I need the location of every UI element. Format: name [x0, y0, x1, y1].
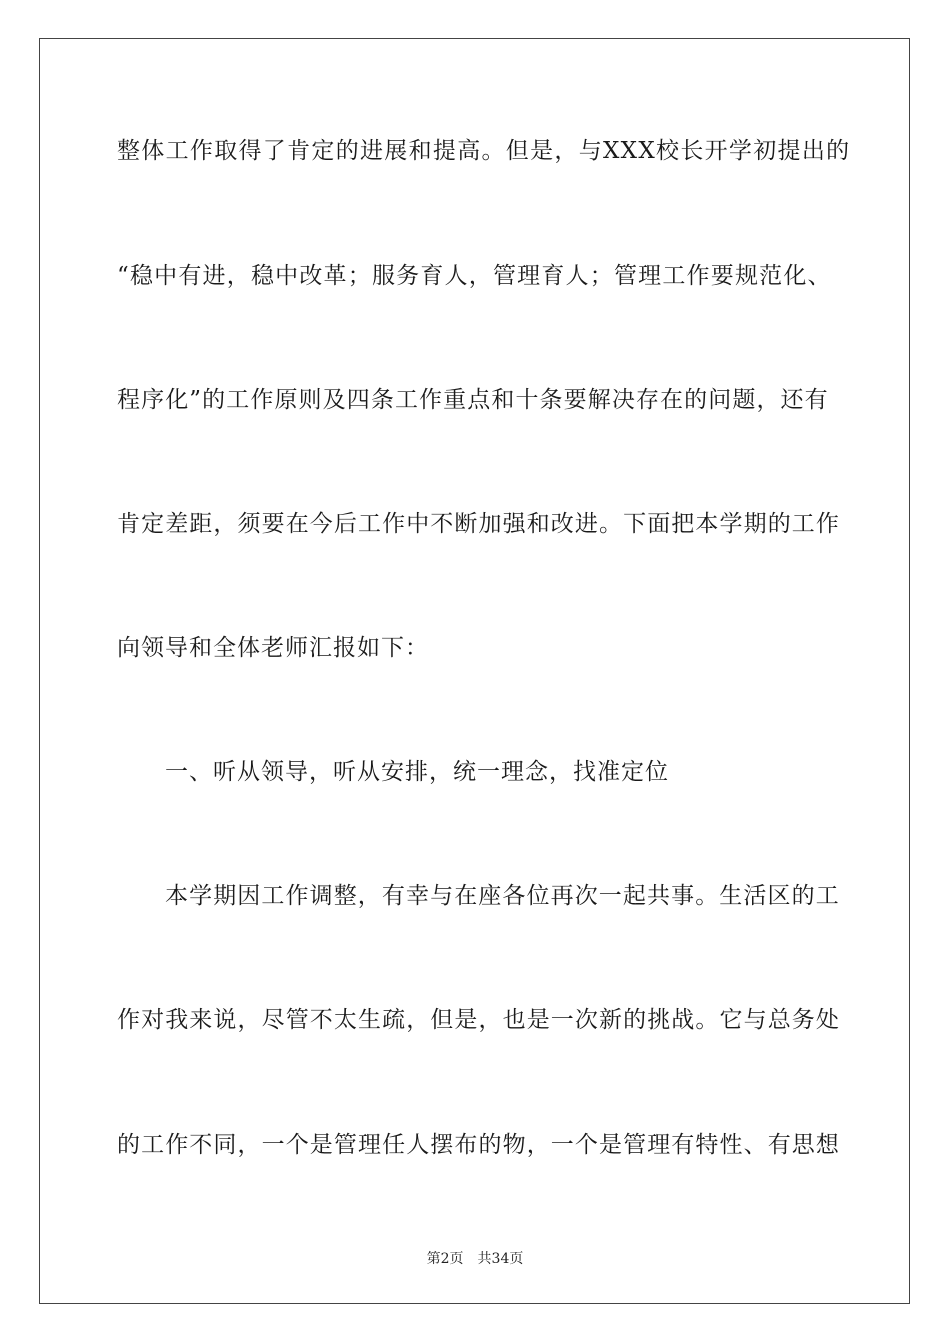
body-text-line: 肯定差距，须要在今后工作中不断加强和改进。下面把本学期的工作 — [117, 511, 840, 537]
page-border — [39, 38, 910, 1304]
total-pages: 共34页 — [477, 1251, 524, 1267]
body-text-line: 程序化”的工作原则及四条工作重点和十条要解决存在的问题，还有 — [117, 387, 829, 413]
body-text-line: 作对我来说，尽管不太生疏，但是，也是一次新的挑战。它与总务处 — [117, 1007, 840, 1033]
page-number: 第2页 — [426, 1251, 464, 1267]
body-text-line: 整体工作取得了肯定的进展和提高。但是，与XXX校长开学初提出的 — [117, 138, 851, 164]
body-text-line: 的工作不同，一个是管理任人摆布的物，一个是管理有特性、有思想 — [117, 1132, 840, 1158]
section-heading: 一、听从领导，听从安排，统一理念，找准定位 — [165, 759, 669, 785]
body-text-line: “稳中有进，稳中改革；服务育人，管理育人；管理工作要规范化、 — [117, 263, 832, 289]
page-footer — [0, 1248, 950, 1268]
body-text-line: 向领导和全体老师汇报如下： — [117, 635, 429, 661]
body-text-line: 本学期因工作调整，有幸与在座各位再次一起共事。生活区的工 — [165, 883, 840, 909]
